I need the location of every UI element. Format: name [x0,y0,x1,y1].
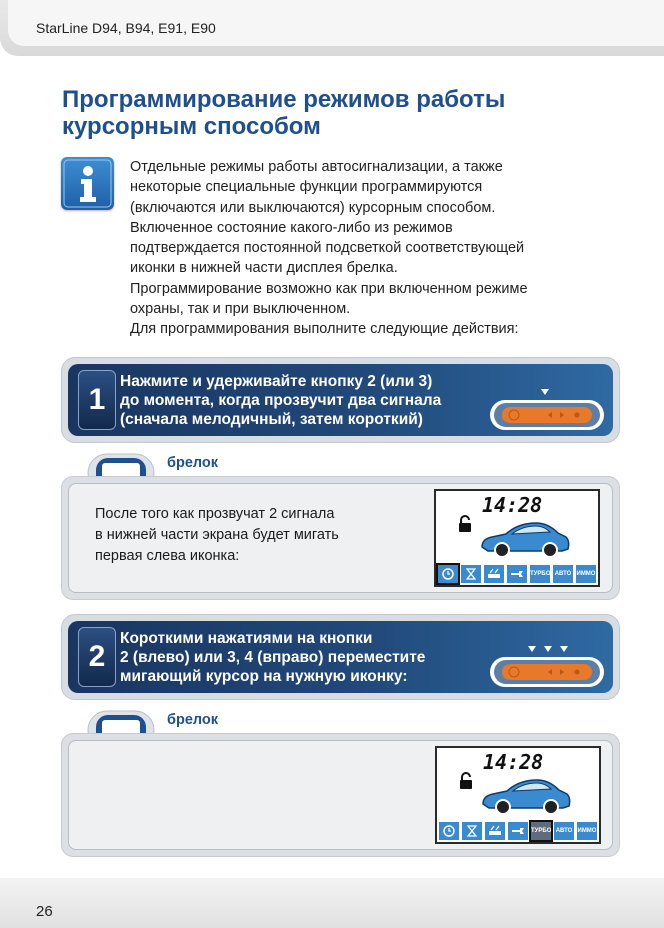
intro-text [130,157,610,340]
wrench-icon [507,565,527,583]
turbo-icon: ТУРБО [530,565,550,583]
page-title [62,86,622,140]
intro-p1-l2: некоторые специальные функции программируются [130,179,483,196]
intro-p2-l2: охраны, так и при выключенном. [130,301,351,318]
immobilizer-icon: ИММО [577,822,597,840]
intro-p2-l1: Программирование возможно как при включенном режиме [130,280,528,297]
press-mark-icon [560,646,568,652]
lcd-2-icon-row [439,822,597,840]
step-2-line-1: Короткими нажатиями на кнопки [120,630,373,647]
step-1-text [120,372,500,429]
panel-1-line-3: первая слева иконка: [95,548,240,564]
step-2-line-3: мигающий курсор на нужную иконку: [120,668,408,685]
step-2-line-2: 2 (влево) или 3, 4 (вправо) переместите [120,649,426,666]
car-icon [478,517,572,561]
immobilizer-icon: ИММО [576,565,596,583]
padlock-open-icon [458,515,472,533]
hourglass-icon [462,822,482,840]
step-1-box [61,357,620,443]
turbo-icon: ТУРБО [531,822,551,840]
intro-p1-l1: Отдельные режимы работы автосигнализации, а также [130,159,503,175]
footer-bar [0,878,664,928]
panel-1-line-2: в нижней части экрана будет мигать [95,527,339,543]
step-1-number: 1 [78,370,116,430]
fob-lcd-display-2 [435,746,601,844]
step-1-panel-text [95,504,395,567]
fob-lcd-display-1 [434,489,600,587]
fob-button-pad-icon [486,388,608,432]
intro-p1-l3: (включаются или выключаются) курсорным способом. [130,199,496,216]
intro-p1-l4: Включенное состояние какого-либо из режимов [130,219,453,236]
fob-button-pad-icon [486,645,608,689]
lcd-1-time: 14:28 [482,493,543,517]
intro-p3: Для программирования выполните следующие действия: [130,321,519,338]
step-1-line-1: Нажмите и удерживайте кнопку 2 (или 3) [120,373,433,390]
alarm-clock-icon [438,565,458,583]
aux-channel-icon [484,565,504,583]
auto-start-icon: АВТО [553,565,573,583]
press-mark-icon [528,646,536,652]
title-line-2: курсорным способом [62,113,321,140]
brelok-label-2: брелок [167,712,219,728]
wrench-icon [508,822,528,840]
step-2-text [120,629,500,686]
press-mark-icon [541,389,549,395]
model-header: StarLine D94, B94, E91, E90 [36,20,216,36]
padlock-open-icon [459,772,473,790]
panel-1-line-1: После того как прозвучат 2 сигнала [95,506,335,522]
aux-channel-icon [485,822,505,840]
auto-start-icon: АВТО [554,822,574,840]
info-icon [61,157,114,210]
page-number: 26 [36,903,53,920]
step-1-banner [68,364,613,436]
intro-p1-l6: иконки в нижней части дисплея брелка. [130,260,398,277]
step-1-line-2: до момента, когда прозвучит два сигнала [120,392,442,409]
hourglass-icon [461,565,481,583]
intro-p1-l5: подтверждается постоянной подсветкой соответствующей [130,240,525,257]
lcd-2-time: 14:28 [483,750,544,774]
step-2-box [61,614,620,700]
title-line-1: Программирование режимов работы [62,86,506,113]
car-icon [479,774,573,818]
brelok-label-1: брелок [167,455,219,471]
step-2-number: 2 [78,627,116,687]
step-1-line-3: (сначала мелодичный, затем короткий) [120,411,423,428]
alarm-clock-icon [439,822,459,840]
lcd-1-icon-row [438,565,596,583]
step-2-banner [68,621,613,693]
press-mark-icon [544,646,552,652]
